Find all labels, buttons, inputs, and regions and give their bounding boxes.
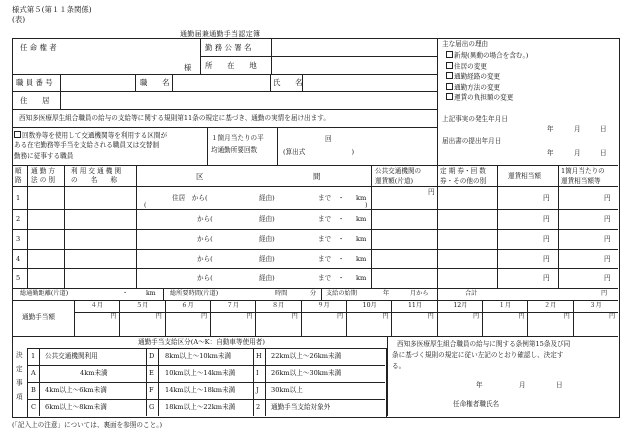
declaration-text: 西知多医療厚生組合職員の給与の支給等に関する規則第11条の規定に基づき、通勤の実情を届け出ます。 [19,114,330,122]
route-to: まで ・ [318,193,345,202]
category-label: 30km以上 [271,386,303,394]
route-via: 経由) [259,215,275,223]
reason-item[interactable] [446,93,513,101]
burden-yen: 円 [543,254,550,263]
category-label: 22km以上～26km未満 [271,352,342,360]
distance-label: 総通勤距離(片道) [20,290,69,297]
category-label: 6km以上～8km未満 [45,403,107,411]
burden-yen: 円 [543,235,550,243]
category-code: J [256,386,259,394]
category-code: E [149,369,154,377]
checkbox-icon[interactable] [446,51,453,58]
categories-title: 通勤手当支給区分(A～K：自動車等使用者) [138,338,265,346]
route-from: から( [197,235,213,243]
month-cell: ５月 [136,302,149,309]
route-from: 住居 から( [172,193,208,202]
checkbox-icon[interactable] [14,131,21,138]
burden-yen: 円 [543,215,550,223]
monthly-yen: 円 [604,254,611,263]
col-facility: 利 用 交 通 機 関 [71,167,122,175]
checkbox-icon[interactable] [446,72,453,79]
submitted-label: 届出書の提出年月日 [442,137,502,145]
checkbox-icon[interactable] [446,83,453,90]
route-via: 経由) [259,274,275,282]
category-code: G [149,403,155,411]
col-order: 順 [15,167,22,175]
reason-item[interactable] [446,72,500,80]
reason-item[interactable] [446,51,528,59]
route-from: から( [197,254,213,263]
reason-label: 運賃の負担額の変更 [454,93,514,102]
route-km: km [356,215,367,223]
month-yen: 円 [563,313,570,320]
footnote: (「記入上の注意」については、裏面を参照のこと。) [12,421,163,429]
name-label: 氏 名 [273,78,303,87]
route-from: から( [197,215,213,223]
route-to: まで ・ [318,235,345,243]
honorific: 様 [184,63,192,72]
signer-label: 任命権者職氏名 [453,400,500,408]
month-cell: ３月 [589,302,602,309]
monthly-yen: 円 [604,235,611,243]
decision-side-label: 事 [16,379,23,387]
start-label: 支給の始期 [326,290,357,297]
category-code: I [256,369,259,377]
route-paren: ) [365,202,368,209]
month-cell: ８月 [272,302,285,309]
workplace-label: 勤 務 公 署 名 [205,43,252,52]
month-yen: 円 [518,313,525,320]
category-label: 公共交通機関利用 [45,352,98,360]
route-row-number: 5 [16,274,21,282]
category-label: 18km以上～22km未満 [165,403,236,411]
category-label: 8km以上～10km未満 [165,352,232,360]
month-yen: 円 [110,313,117,320]
month-cell: ２月 [544,302,557,309]
col-method: 通 勤 方 [31,167,55,175]
col-ticket: 定 期 券・回 数 [440,167,486,175]
form-side: (表) [12,15,26,24]
month-yen: 円 [473,313,480,320]
route-row-number: 3 [16,235,21,243]
category-code: H [256,352,262,360]
month-yen: 円 [337,313,344,320]
category-code: 2 [256,403,261,411]
col-monthly: 1箇月当たりの [561,167,605,175]
monthly-yen: 円 [604,274,611,282]
address-label: 所 在 地 [205,61,257,70]
route-row-number: 2 [16,215,21,223]
month-cell: 11月 [408,302,423,309]
reasons-title: 主な届出の理由 [442,40,489,48]
category-label: 4km以上～6km未満 [45,386,107,394]
position-label: 職 名 [140,78,170,87]
reason-item[interactable] [446,83,500,91]
month-yen: 円 [155,313,162,320]
monthly-label: １箇月当たりの平 [211,134,264,142]
route-km: km [356,193,367,202]
route-to: まで ・ [318,215,345,223]
calc-formula: (算出式 ) [283,148,355,156]
times-unit: 回 [325,135,332,143]
form-title: 通勤届兼通勤手当認定簿 [180,30,261,38]
category-code: C [31,403,37,411]
checkbox-icon[interactable] [446,93,453,100]
month-cell: １月 [498,302,512,309]
monthly-yen: 円 [604,193,611,202]
reason-label: 住居の変更 [454,62,487,70]
allowance-label: 通勤手当額 [22,313,55,321]
decision-side-label: 定 [16,365,23,373]
route-via: 経由) [259,254,275,263]
route-paren: ( [144,202,147,209]
category-label: 4km未満 [80,369,108,377]
col-burden: 運賃相当額 [508,172,541,180]
fare-yen: 円 [428,188,435,196]
category-label: 通勤手当支給対象外 [271,403,331,411]
category-code: 1 [31,352,36,360]
col-section: 区 [196,172,204,181]
route-via: 経由) [259,193,275,202]
route-row-number: 4 [16,254,21,263]
month-yen: 円 [427,313,434,320]
col-fare: 公共交通機関の [375,167,422,175]
total-label: 合計 [465,290,478,297]
staff-no-label: 職 員 番 号 [16,78,53,87]
month-cell: ６月 [181,302,194,309]
confirm-text: 西知多医療厚生組合職員の給与に関する条例第15条及び同 [397,340,571,348]
route-km: km [356,235,367,243]
category-code: D [149,352,155,360]
month-cell: ４月 [90,302,104,309]
form-number: 様式第５(第１１条関係) [12,5,92,14]
month-cell: 12月 [453,302,468,309]
category-label: 26km以上～30km未満 [271,369,342,377]
route-to: まで ・ [318,274,345,282]
decision-side-label: 項 [16,393,23,401]
route-to: まで ・ [318,254,345,263]
burden-yen: 円 [543,193,550,202]
month-yen: 円 [291,313,298,320]
route-via: 経由) [259,235,275,243]
month-yen: 円 [201,313,208,320]
time-label: 総所要時間(片道) [170,290,219,297]
month-yen: 円 [246,313,253,320]
category-label: 14km以上～18km未満 [165,386,236,394]
month-yen: 円 [609,313,616,320]
checkbox-icon[interactable] [446,62,453,69]
category-label: 10km以上～14km未満 [165,369,236,377]
reason-label: 通勤方法の変更 [454,83,501,91]
category-code: B [31,386,36,394]
month-cell: 10月 [362,302,377,309]
appointer-label: 任 命 権 者 [20,43,57,52]
route-km: km [356,254,367,263]
reason-item[interactable] [446,62,487,70]
decision-side-label: 決 [16,351,23,359]
checkbox-note: 回数券等を使用して交通機関等を利用する区間が [14,131,167,139]
route-km: km [356,274,367,282]
month-cell: ９月 [317,302,330,309]
route-from: から( [197,274,213,282]
category-code: F [149,386,154,394]
occurrence-label: 上記事実の発生年月日 [442,115,508,123]
month-cell: ７月 [226,302,240,309]
residence-label: 住 居 [20,96,50,105]
burden-yen: 円 [543,274,550,282]
category-code: A [31,369,36,377]
reason-label: 通勤経路の変更 [454,72,501,81]
monthly-yen: 円 [604,215,611,223]
reason-label: 新規(異動の場合を含む。) [454,51,529,60]
route-row-number: 1 [16,193,21,202]
month-yen: 円 [382,313,389,320]
